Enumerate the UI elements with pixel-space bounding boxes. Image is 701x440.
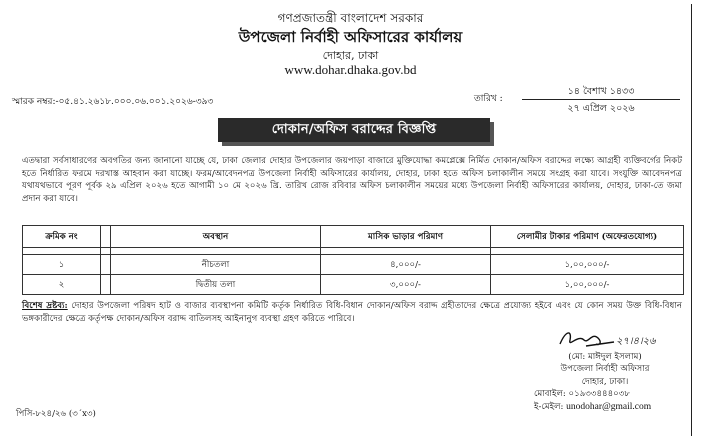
- cell-monthly-rent: ৪,০০০/-: [321, 255, 491, 275]
- signatory-name: (মো: মাঈদুল ইসলাম): [568, 352, 642, 362]
- note-text: দোহার উপজেলা পরিষদ হাট ও বাজার ব্যবস্থাপনা কমিটি কর্তৃক নির্ধারিত বিধি-বিধান দোকান/অফিস বরাদ্দ গ্রহীতাদের ক্ষেত্রে প্রযোজ্য হইবে এবং যে কোন সময় উক্ত বিধি-বিধান ভঙ্গকারীদের ক্ষেত্রে কর্তৃপক্ষ দোকান/অফিস বরাদ্দ বাতিলসহ আইনানুগ ব্যবস্থা গ্রহণ করিতে পারিবে।: [22, 301, 682, 324]
- cell-serial: ১: [23, 255, 101, 275]
- date-divider: [522, 99, 680, 100]
- table-header-row: [23, 226, 684, 248]
- date-label: তারিখ :: [474, 94, 503, 104]
- website-link[interactable]: www.dohar.dhaka.gov.bd: [284, 62, 417, 77]
- cell-spacer: [101, 255, 111, 275]
- government-name: গণপ্রজাতন্ত্রী বাংলাদেশ সরকার: [277, 11, 424, 25]
- signatory-email: [520, 401, 690, 413]
- email-label: ই-মেইল:: [534, 401, 567, 412]
- signatory-location: দোহার, ঢাকা।: [581, 376, 629, 387]
- table-row: [23, 275, 684, 295]
- office-name: উপজেলা নির্বাহী অফিসারের কার্যালয়: [238, 28, 463, 46]
- special-note: [22, 300, 682, 326]
- cell-salami: ১,০০,০০০/-: [491, 255, 684, 275]
- date-block: [474, 82, 686, 116]
- date-english: ২৭ এপ্রিল ২০২৬: [567, 103, 635, 114]
- table-spacer-row: [23, 248, 684, 255]
- header-salami: সেলামীর টাকার পরিমাণ (অফেরতযোগ্য): [491, 226, 684, 248]
- note-label: বিশেষ দ্রষ্টব্য:: [22, 301, 68, 311]
- spacer-cell: [321, 248, 491, 255]
- date-bangla: ১৪ বৈশাখ ১৪৩৩: [567, 86, 635, 97]
- cell-serial: ২: [23, 275, 101, 295]
- office-location: দোহার, ঢাকা: [322, 49, 379, 62]
- signatory-mobile: মোবাইল: ০১৯৩৩৪৪৪০৩৮: [534, 389, 630, 400]
- notice-title: দোকান/অফিস বরাদ্দের বিজ্ঞপ্তি: [218, 118, 490, 142]
- cell-monthly-rent: ৩,০০০/-: [321, 275, 491, 295]
- memo-number: স্মারক নম্বর:-০৫.৪১.২৬১৮.০০০.০৬.০০১.২০২৬-৩৯৩: [12, 97, 214, 107]
- header-location: অবস্থান: [111, 226, 321, 248]
- cell-location: নীচতলা: [111, 255, 321, 275]
- handwritten-signature: [556, 326, 676, 352]
- cell-location: দ্বিতীয় তলা: [111, 275, 321, 295]
- header-spacer: [101, 226, 111, 248]
- spacer-cell: [491, 248, 684, 255]
- notice-body: এতদ্বারা সর্বসাধারণের অবগতির জন্য জানানো যাচ্ছে যে, ঢাকা জেলার দোহার উপজেলার জয়পাড়া বাজারে মুক্তিযোদ্ধা কমপ্লেক্সে নির্মিত দোকান/অফিস বরাদ্দের লক্ষ্যে আগ্রহী ব্যক্তিবর্গের নিকট হতে নির্ধারিত ফরমে দরখাস্ত আহবান করা যাচ্ছে। ফরম/আবেদনপত্র উপজেলা নির্বাহী অফিসারের কার্যালয়, দোহার, ঢাকা হতে অফিস চলাকালীন সময়ে সংগ্রহ করা যাবে। সংযুক্তি আবেদনপত্র যথাযথভাবে পূরণ পূর্বক ২৯ এপ্রিল ২০২৬ হতে আগামী ১০ মে ২০২৬ খ্রি. তারিখ রোজ রবিবার অফিস চলাকালীন সময়ের মধ্যে উপজেলা নির্বাহী অফিসারের কার্যালয়, দোহার, ঢাকা-তে জমা প্রদান করা যাবে।: [22, 156, 682, 204]
- signatory-block: [520, 351, 690, 413]
- publication-reference: পিসি-৮২৪/২৬ (৩´x৩): [16, 409, 96, 419]
- signatory-designation: উপজেলা নির্বাহী অফিসার: [560, 364, 650, 375]
- cell-salami: ১,০০,০০০/-: [491, 275, 684, 295]
- spacer-cell: [23, 248, 101, 255]
- table-row: [23, 255, 684, 275]
- spacer-cell: [101, 248, 111, 255]
- allocation-table: [22, 225, 684, 295]
- cell-spacer: [101, 275, 111, 295]
- signature-date: ২৭।৪।২৬: [616, 336, 656, 347]
- header-monthly-rent: মাসিক ভাড়ার পরিমাণ: [321, 226, 491, 248]
- email-address[interactable]: unodohar@gmail.com: [566, 401, 652, 412]
- spacer-cell: [111, 248, 321, 255]
- header-serial: ক্রমিক নং: [23, 226, 101, 248]
